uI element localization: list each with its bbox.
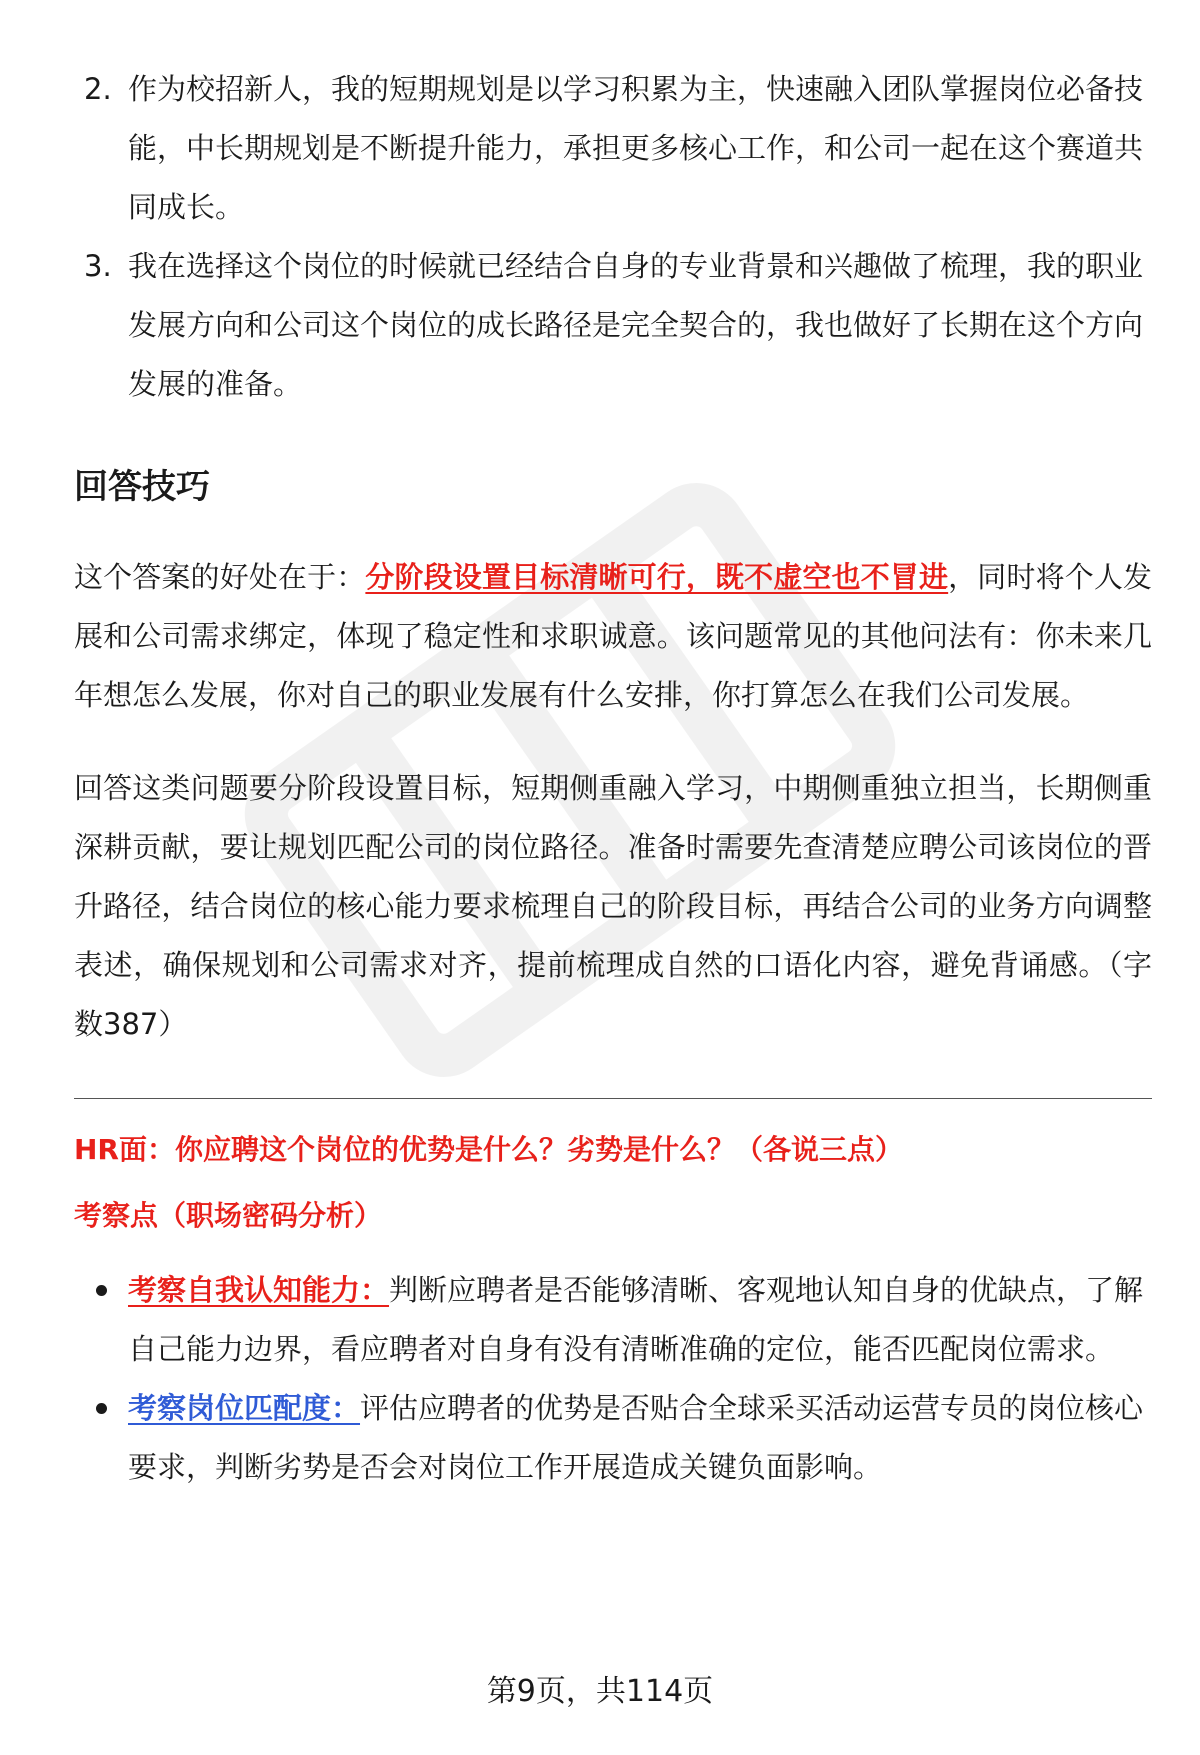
page-footer: 第9页，共114页 [486,1674,714,1709]
list-item [74,1261,1152,1379]
exam-point-text: 判断应聘者是否能够清晰、客观地认知自身的优缺点，了解自己能力边界，看应聘者对自身有没有清晰准确的定位，能否匹配岗位需求。 [128,1273,1144,1366]
section-heading: 回答技巧 [74,467,210,507]
list-item-text: 作为校招新人，我的短期规划是以学习积累为主，快速融入团队掌握岗位必备技能，中长期规划是不断提升能力，承担更多核心工作，和公司一起在这个赛道共同成长。 [128,72,1144,224]
list-item-text: 我在选择这个岗位的时候就已经结合自身的专业背景和兴趣做了梳理，我的职业发展方向和公司这个岗位的成长路径是完全契合的，我也做好了长期在这个方向发展的准备。 [128,249,1144,401]
exam-point-keyword: 考察自我认知能力： [128,1273,390,1307]
list-number: 3. [84,249,112,283]
bullet-icon [96,1403,107,1414]
answer-method-paragraph: 回答这类问题要分阶段设置目标，短期侧重融入学习，中期侧重独立担当，长期侧重深耕贡献，要让规划匹配公司的岗位路径。准备时需要先查清楚应聘公司该岗位的晋升路径，结合岗位的核心能力要求梳理自己的阶段目标，再结合公司的业务方向调整表述，确保规划和公司需求对齐，提前梳理成自然的口语化内容，避免背诵感。（字数387） [74,771,1152,1041]
exam-point-keyword: 考察岗位匹配度： [128,1391,361,1425]
list-item [74,60,1152,237]
para-text: 这个答案的好处在于： [74,560,366,594]
highlight-text: 分阶段设置目标清晰可行，既不虚空也不冒进 [365,560,949,594]
hr-question-title: HR面：你应聘这个岗位的优势是什么？劣势是什么？（各说三点） [74,1133,903,1166]
list-number: 2. [84,72,112,106]
para-text: ，同时将个人发展和公司需求绑定，体现了稳定性和求职诚意。该问题常见的其他问法有：你未来几年想怎么发展，你对自己的职业发展有什么安排，你打算怎么在我们公司发展。 [74,560,1152,712]
numbered-list [74,60,1152,414]
list-item [74,1379,1152,1497]
answer-benefit-paragraph [74,548,1152,725]
exam-points-list [74,1261,1152,1497]
document-page [74,60,1152,1497]
exam-point-text: 评估应聘者的优势是否贴合全球采买活动运营专员的岗位核心要求，判断劣势是否会对岗位工作开展造成关键负面影响。 [128,1391,1144,1484]
exam-points-heading: 考察点（职场密码分析） [74,1199,383,1232]
list-item [74,237,1152,414]
divider [74,1098,1152,1099]
bullet-icon [96,1285,107,1296]
